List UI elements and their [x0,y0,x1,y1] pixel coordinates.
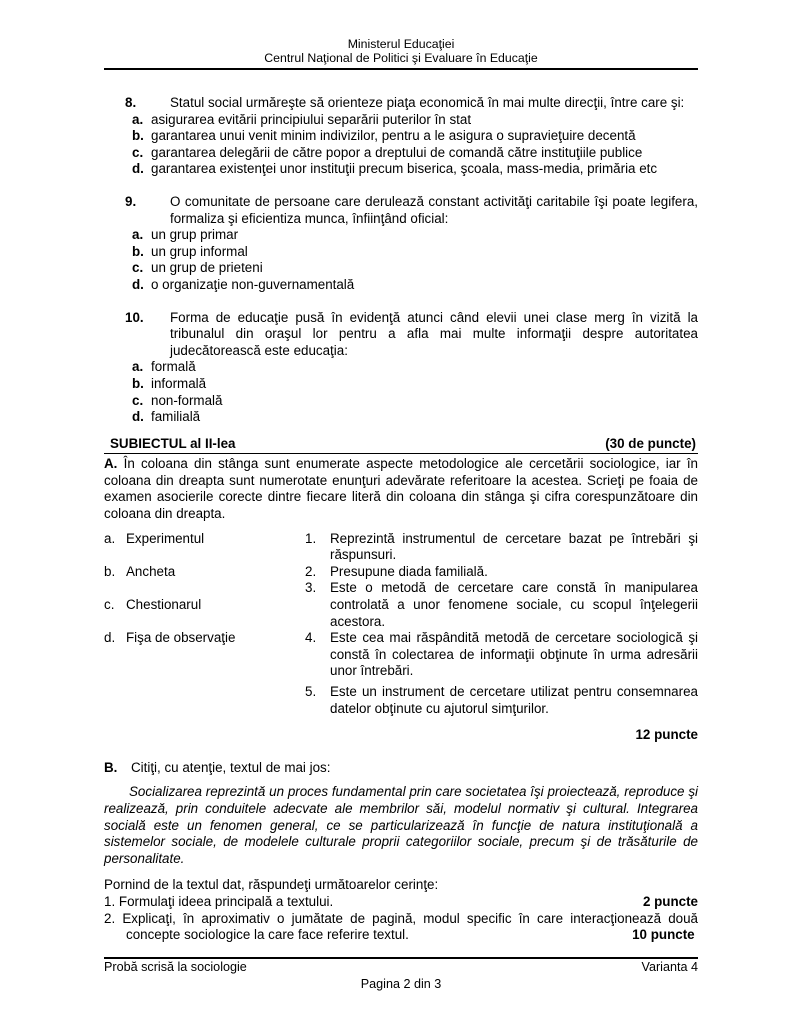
footer-row [104,960,698,975]
ministry-line-1: Ministerul Educaţiei [347,37,455,51]
page-content [104,0,698,944]
item-text: Reprezintă instrumentul de cercetare bazat pe întrebări şi răspunsuri. [330,530,698,563]
item-letter: a. [104,530,116,546]
option-text: formală [151,359,196,375]
matching-left-item [104,564,305,581]
item-number: 2. [305,563,317,579]
option-text: un grup de prieteni [151,260,263,276]
question-stem-row [104,95,698,112]
task-2 [104,911,698,944]
question-number: 8. [125,95,137,110]
option-row [104,409,698,426]
part-a-intro: În coloana din stânga sunt enumerate aspecte metodologice ale cercetării sociologice, iar în coloana din dreapta sunt numerotate enunţuri adevărate referitoare la acestea. Scrieţi pe foaia de examen asocierile corecte dintre fiecare literă din coloana din stânga şi cifra corespunzătoare din coloana din dreapta. [104,456,698,522]
subject2-heading [104,436,698,455]
matching-right-item [305,531,698,564]
item-letter: d. [104,630,116,646]
quote-paragraph: Socializarea reprezintă un proces fundamental prin care societatea îşi proiectează, reproduce şi realizează, prin conduitele adecvate ale membrilor săi, modelul normativ şi cultural. Integrarea socială este un fenomen general, ce se particularizează în funcţie de natura instituţională a sistemelor sociale, de modelele culturale proprii categoriilor sociale, precum şi de trăsăturile de personalitate. [104,784,698,866]
item-number: 4. [305,630,317,646]
matching-left-item [104,597,305,614]
question-9 [104,194,698,294]
item-label: Chestionarul [126,597,202,613]
option-text: familială [151,409,201,425]
option-letter: a. [132,111,144,127]
question-stem: O comunitate de persoane care derulează constant activităţi caritabile îşi poate legifera, formaliza şi eficientiza munca, înfiinţând oficial: [170,193,698,226]
matching-right-item [305,564,698,581]
question-stem-row [104,310,698,360]
option-row [104,145,698,162]
option-text: o organizaţie non-guvernamentală [151,276,355,292]
matching-right-column [305,531,698,718]
item-number: 5. [305,684,317,699]
item-letter: c. [104,597,115,613]
task-1 [104,894,698,911]
option-letter: b. [132,375,144,391]
option-text: garantarea unui venit minim indivizilor, pentru a le asigura o supravieţuire decentă [151,128,636,144]
matching-left-column [104,531,305,718]
option-letter: c. [132,144,144,160]
item-number: 1. [305,530,317,546]
part-a-paragraph [104,456,698,522]
subject2-points: (30 de puncte) [605,435,696,451]
ministry-line-2: Centrul Naţional de Politici şi Evaluare în Educaţie [264,51,538,65]
item-text: Este o metodă de cercetare care constă în manipularea controlată a unor fenomene sociale, cu scopul înţelegerii acestora. [330,580,698,629]
option-letter: b. [132,128,144,144]
item-text: Presupune diada familială. [330,563,488,579]
option-text: informală [151,375,207,391]
matching-right-item [305,630,698,680]
option-row [104,161,698,178]
footer-right: Varianta 4 [641,960,698,974]
item-letter: b. [104,563,116,579]
option-letter: a. [132,359,144,375]
question-number: 10. [125,309,144,325]
item-number: 3. [305,580,317,596]
item-label: Experimentul [126,530,205,546]
option-text: garantarea delegării de către popor a dreptului de comandă către instituţiile publice [151,144,643,160]
question-stem: Statul social urmăreşte să orienteze piaţa economică în mai multe direcţii, între care şi: [170,95,685,110]
question-stem: Forma de educaţie pusă în evidenţă atunci când elevii unei clase merg în vizită la tribunalul din oraşul lor pentru a afla mai multe informaţii despre autoritatea judecătorească este educaţia: [170,309,698,358]
option-text: garantarea existenţei unor instituţii precum biserica, şcoala, mass-media, primăria etc [151,161,658,177]
item-text: Este cea mai răspândită metodă de cercetare sociologică şi constă în colectarea de informaţii obţinute în urma adresării unor întrebări. [330,630,698,679]
option-letter: d. [132,276,144,292]
subject2-title: SUBIECTUL al II-lea [110,435,236,451]
matching-right-item [305,684,698,717]
option-text: un grup informal [151,243,248,259]
option-letter: b. [132,243,144,259]
part-a-label: A. [104,456,118,472]
option-text: un grup primar [151,227,239,243]
option-letter: a. [132,227,144,243]
part-a-points: 12 puncte [635,727,698,743]
option-row [104,227,698,244]
part-b-intro: Citiţi, cu atenţie, textul de mai jos: [131,759,331,775]
task-text: 2. Explicaţi, în aproximativ o jumătate de pagină, modul specific în care interacţionează două concepte sociologice la care face referire textul. [104,910,698,943]
tasks-prompt: Pornind de la textul dat, răspundeţi următoarelor cerinţe: [104,877,439,893]
footer [104,957,698,992]
option-letter: d. [132,409,144,425]
option-text: non-formală [151,392,223,408]
option-row [104,277,698,294]
ministry-header [104,0,698,65]
matching-right-item [305,580,698,630]
task-points: 10 puncte [632,927,695,943]
option-row [104,393,698,410]
task-text: 1. Formulaţi ideea principală a textului. [104,893,334,909]
question-8 [104,95,698,178]
question-number: 9. [125,193,137,209]
question-10 [104,310,698,426]
item-label: Ancheta [126,563,176,579]
option-letter: d. [132,161,144,177]
part-b-row [104,760,698,777]
question-stem-row [104,194,698,227]
option-text: asigurarea evitării principiului separării puterilor în stat [151,111,472,127]
footer-page: Pagina 2 din 3 [360,977,442,991]
item-text: Este un instrument de cercetare utilizat pentru consemnarea datelor obţinute cu ajutorul simţurilor. [330,684,698,716]
task-points: 2 puncte [642,893,698,909]
option-row [104,260,698,277]
part-b-label: B. [104,759,118,775]
option-row [104,128,698,145]
option-letter: c. [132,392,144,408]
option-row [104,244,698,261]
matching-left-item [104,630,305,647]
option-row [104,359,698,376]
option-letter: c. [132,260,144,276]
item-label: Fişa de observaţie [126,630,236,646]
header-rule [104,68,698,70]
matching-table [104,531,698,718]
footer-rule [104,957,698,959]
option-row [104,376,698,393]
matching-left-item [104,531,305,548]
footer-left: Probă scrisă la sociologie [104,960,247,974]
option-row [104,112,698,129]
